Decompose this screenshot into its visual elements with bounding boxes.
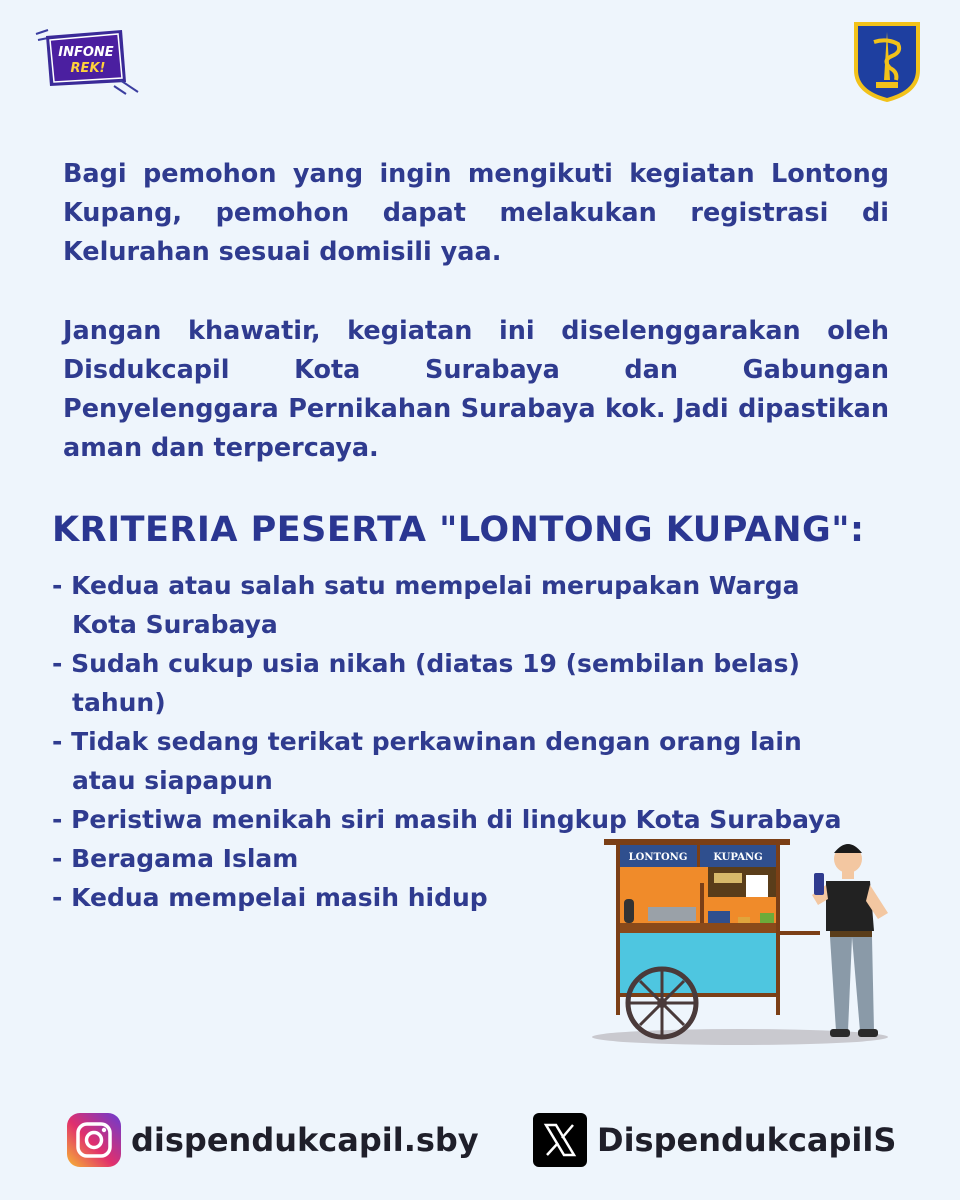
intro-paragraph-organizer: Jangan khawatir, kegiatan ini diselenggarakan oleh Disdukcapil Kota Surabaya dan Gabungan Penyelenggara Pernikahan Surabaya kok. Jadi dipastikan aman dan terpercaya.: [63, 316, 889, 463]
criteria-item: - Beragama Islam: [52, 844, 299, 873]
infone-rek-badge: [34, 26, 142, 96]
x-handle: DispendukcapilS: [597, 1121, 897, 1159]
criteria-item: - Kedua mempelai masih hidup: [52, 883, 488, 912]
cart-sign-right: KUPANG: [713, 852, 763, 863]
criteria-item: - Kedua atau salah satu mempelai merupakan Warga Kota Surabaya: [52, 571, 800, 639]
x-contact[interactable]: [533, 1112, 896, 1168]
instagram-icon: [67, 1113, 121, 1167]
x-logo-icon: [533, 1113, 587, 1167]
city-emblem-logo: [852, 20, 922, 102]
criteria-item: - Sudah cukup usia nikah (diatas 19 (sembilan belas) tahun): [52, 649, 800, 717]
criteria-heading: KRITERIA PESERTA "LONTONG KUPANG":: [52, 510, 865, 550]
instagram-handle: dispendukcapil.sby: [131, 1121, 479, 1159]
criteria-item: - Tidak sedang terikat perkawinan dengan orang lain atau siapapun: [52, 727, 802, 795]
badge-line1: INFONE: [58, 45, 114, 60]
badge-line2: REK!: [70, 61, 106, 76]
criteria-item: - Peristiwa menikah siri masih di lingkup Kota Surabaya: [52, 805, 842, 834]
instagram-contact[interactable]: [67, 1112, 479, 1168]
intro-paragraph-registration: Bagi pemohon yang ingin mengikuti kegiatan Lontong Kupang, pemohon dapat melakukan registrasi di Kelurahan sesuai domisili yaa.: [63, 159, 889, 267]
cart-sign-left: LONTONG: [628, 852, 688, 863]
food-cart-vendor-illustration: [590, 835, 900, 1050]
